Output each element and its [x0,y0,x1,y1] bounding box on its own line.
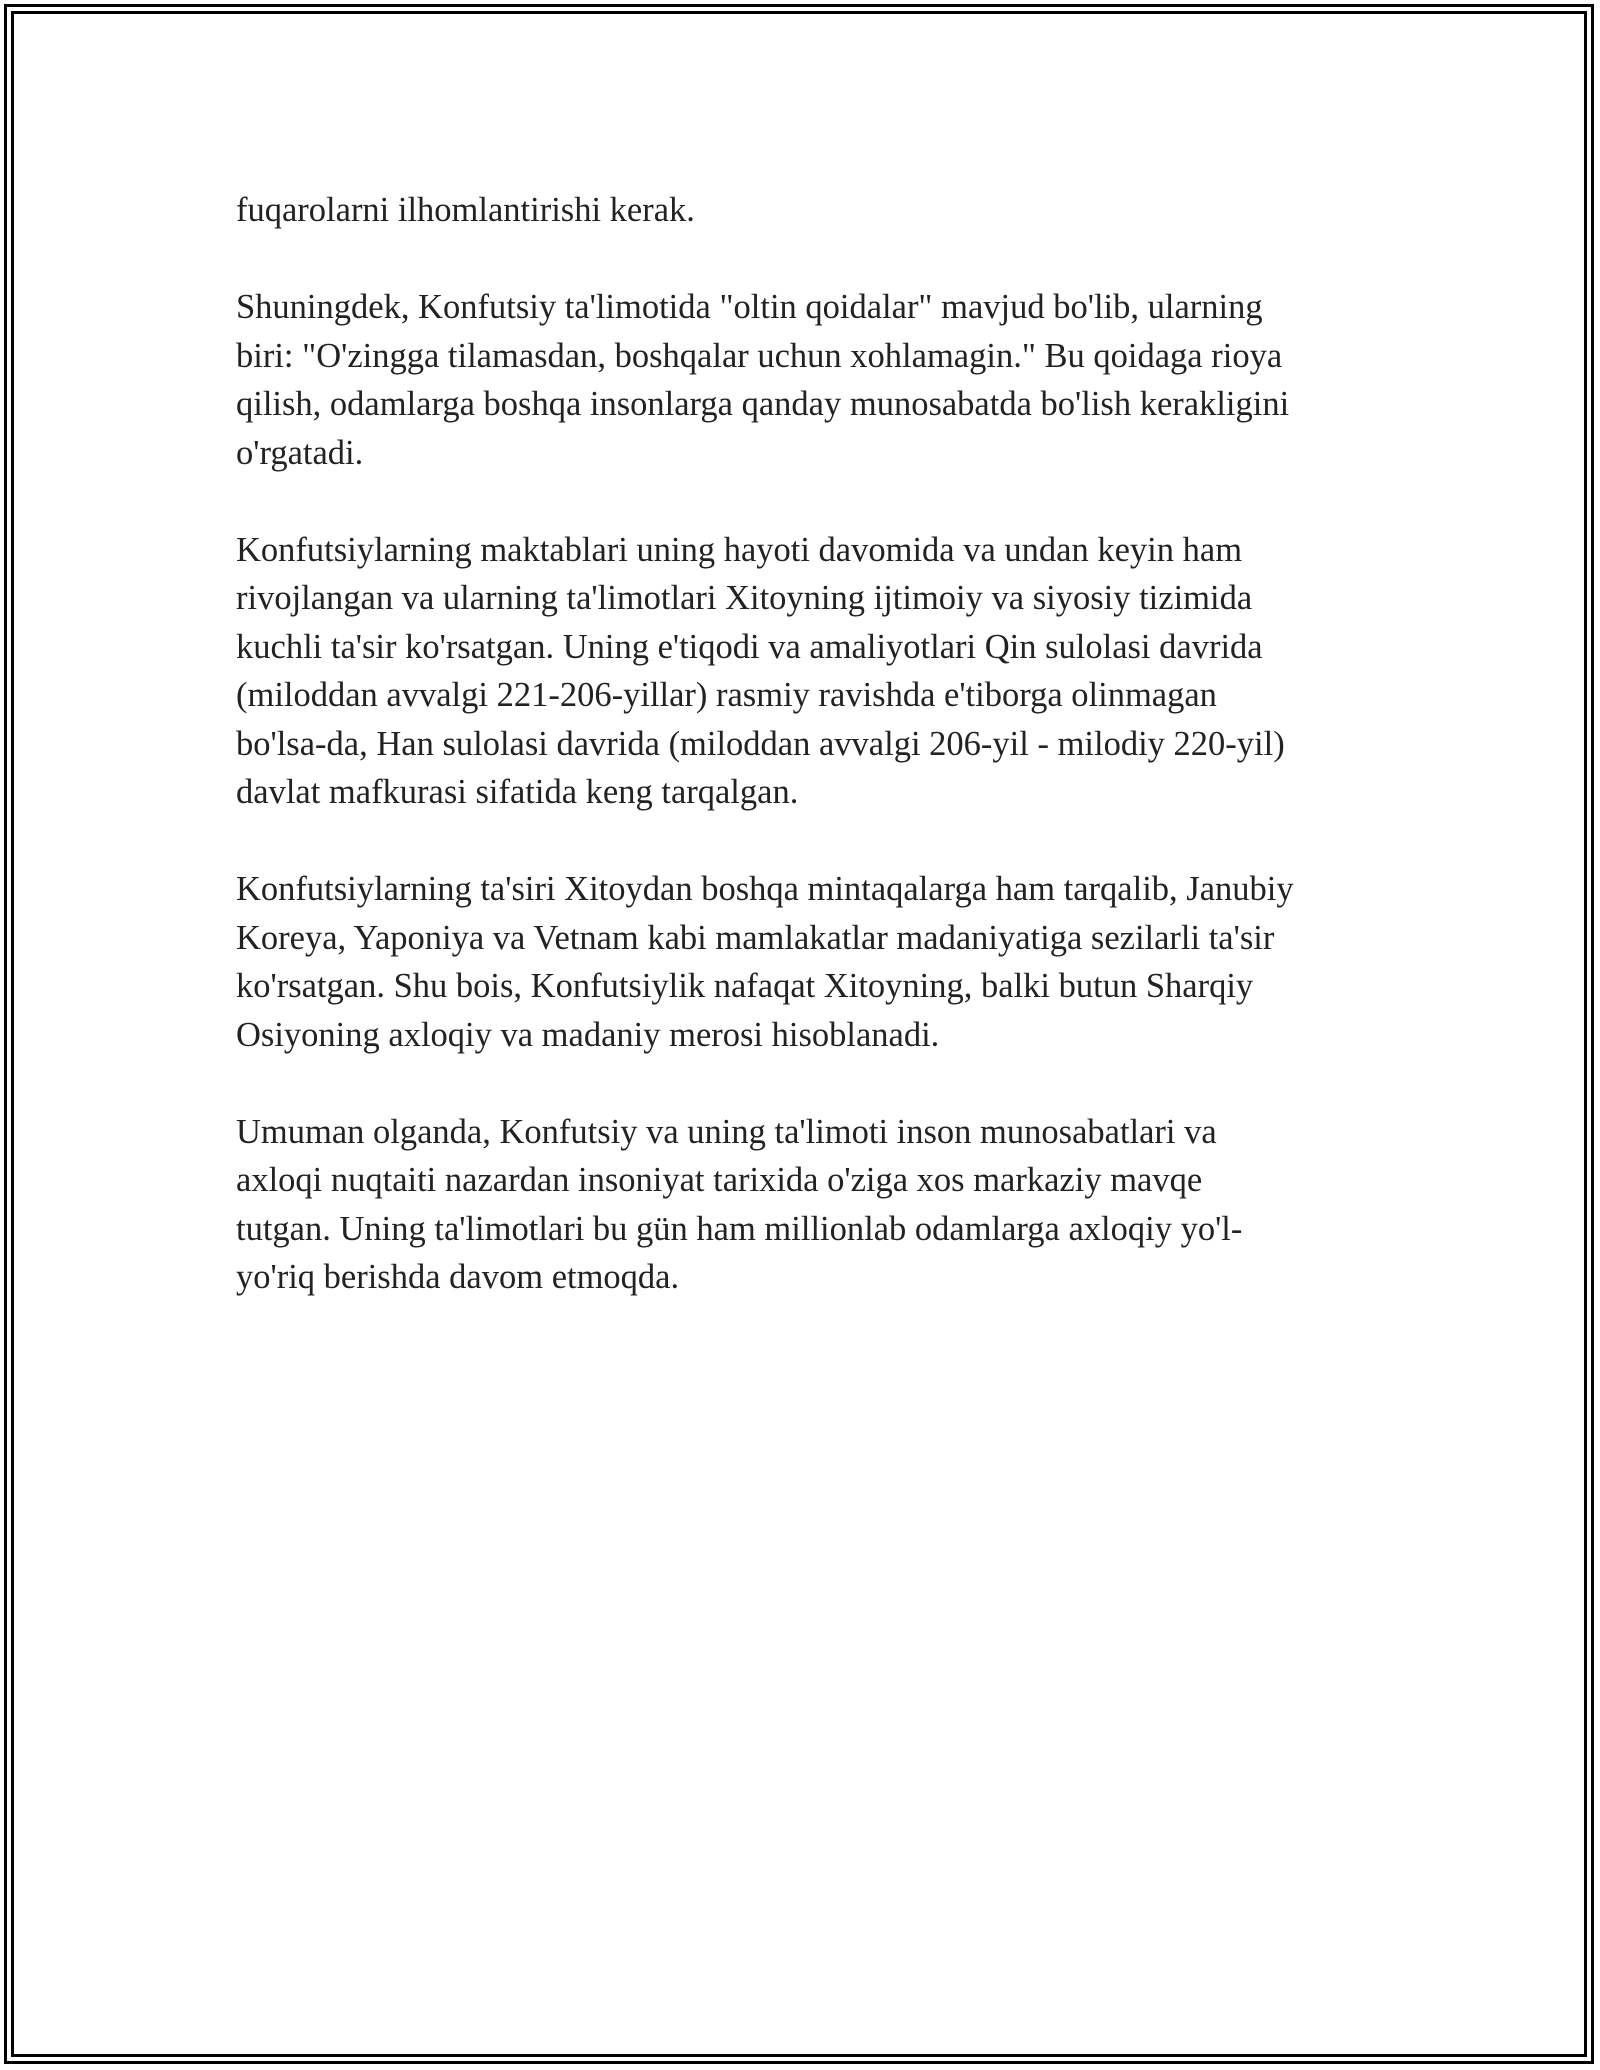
paragraph-2: Shuningdek, Konfutsiy ta'limotida "oltin qoidalar" mavjud bo'lib, ularning biri: "O'zingga tilamasdan, boshqalar uchun xohlamagin." Bu qoidaga rioya qilish, odamlarga boshqa insonlarga qanday munosabatda bo'lish kerakligini o'rgatadi. [236,288,1290,472]
paragraph-5: Umuman olganda, Konfutsiy va uning ta'limoti inson munosabatlari va axloqi nuqtaiti nazardan insoniyat tarixida o'ziga xos markaziy mavqe tutgan. Uning ta'limotlari bu gün ham millionlab odamlarga axloqiy yo'l- yo'riq berishda davom etmoqda. [236,1112,1243,1296]
paragraph-3: Konfutsiylarning maktablari uning hayoti davomida va undan keyin ham rivojlangan va ularning ta'limotlari Xitoyning ijtimoiy va siyosiy tizimida kuchli ta'sir ko'rsatgan. Uning e'tiqodi va amaliyotlari Qin sulolasi davrida (miloddan avvalgi 221-206-yillar) rasmiy ravishda e'tiborga olinmagan bo'lsa-da, Han sulolasi davrida (miloddan avvalgi 206-yil - milodiy 220-yil) davlat mafkurasi sifatida keng tarqalgan. [236,530,1285,811]
paragraph-4: Konfutsiylarning ta'siri Xitoydan boshqa mintaqalarga ham tarqalib, Janubiy Koreya, Yaponiya va Vetnam kabi mamlakatlar madaniyatiga sezilarli ta'sir ko'rsatgan. Shu bois, Konfutsiylik nafaqat Xitoyning, balki butun Sharqiy Osiyoning axloqiy va madaniy merosi hisoblanadi. [236,870,1294,1054]
document-body [236,186,1376,1350]
paragraph-1: fuqarolarni ilhomlantirishi kerak. [236,191,695,229]
